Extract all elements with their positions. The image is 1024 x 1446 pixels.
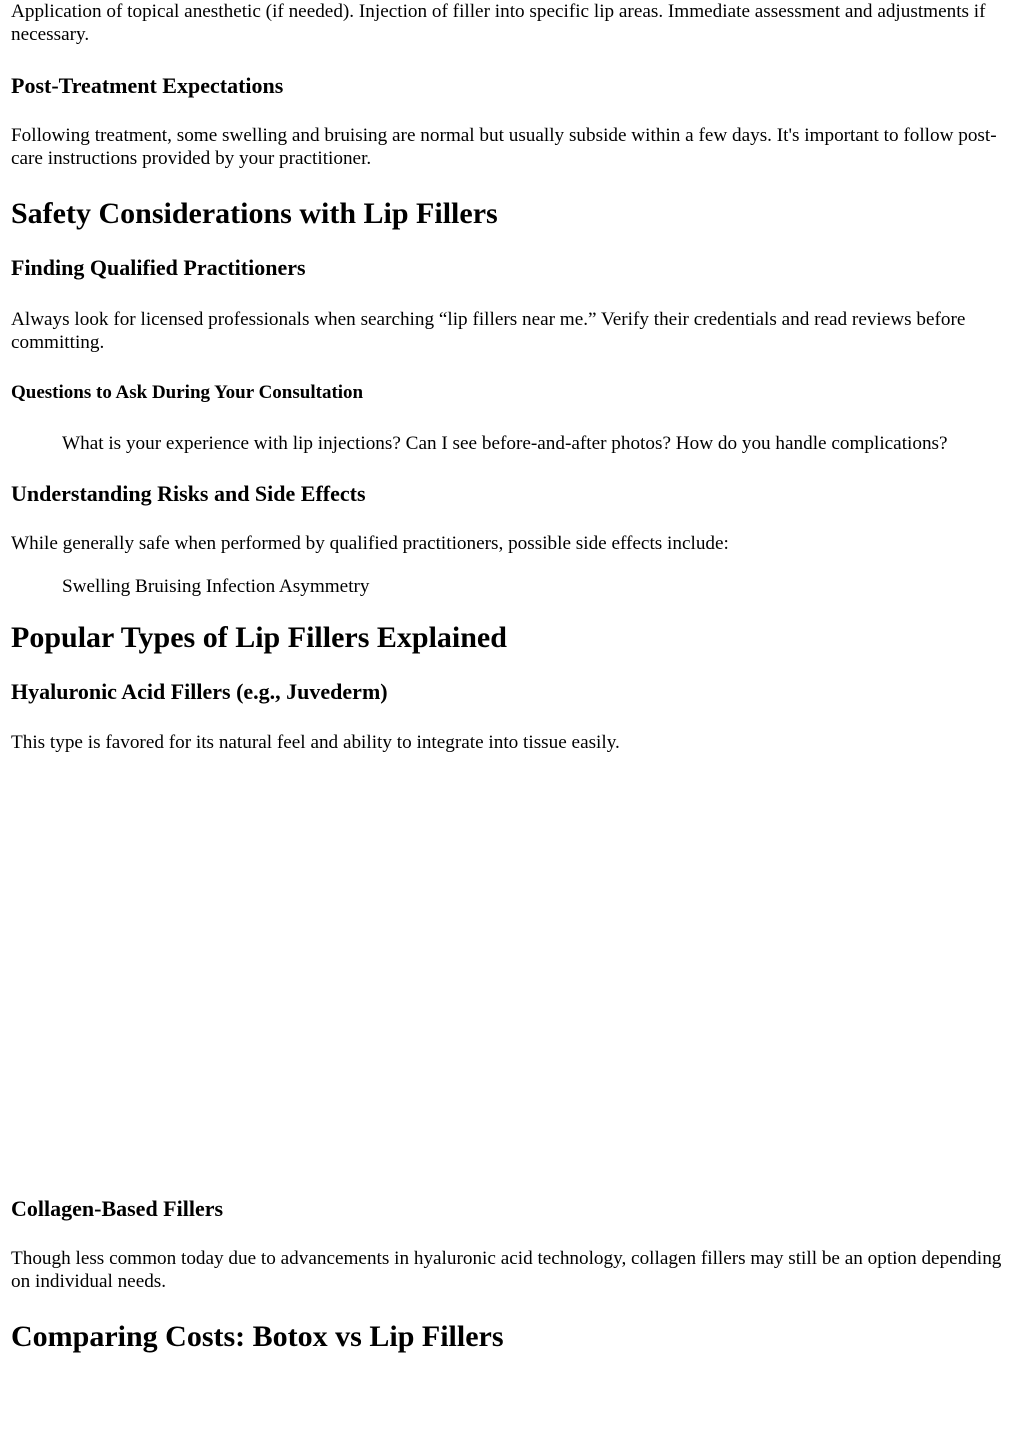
intro-paragraph: Application of topical anesthetic (if needed). Injection of filler into specific lip areas. Immediate assessment and adjustments if necessary. [11, 1, 986, 45]
collagen-heading: Collagen-Based Fillers [11, 1196, 224, 1221]
consultation-questions-heading: Questions to Ask During Your Consultation [11, 382, 364, 403]
risks-heading: Understanding Risks and Side Effects [11, 481, 366, 506]
blank-image-area [11, 754, 1014, 1195]
collagen-paragraph: Though less common today due to advancements in hyaluronic acid technology, collagen fillers may still be an option depending on individual needs. [11, 1248, 1002, 1292]
finding-practitioners-paragraph: Always look for licensed professionals when searching “lip fillers near me.” Verify their credentials and read reviews before committing. [11, 309, 966, 353]
side-effects-list: Swelling Bruising Infection Asymmetry [62, 576, 370, 597]
post-treatment-paragraph: Following treatment, some swelling and bruising are normal but usually subside within a few days. It's important to follow post-care instructions provided by your practitioner. [11, 125, 997, 169]
hyaluronic-heading: Hyaluronic Acid Fillers (e.g., Juvederm) [11, 679, 388, 704]
comparing-costs-heading: Comparing Costs: Botox vs Lip Fillers [11, 1320, 504, 1353]
safety-heading: Safety Considerations with Lip Fillers [11, 197, 498, 230]
hyaluronic-paragraph: This type is favored for its natural feel and ability to integrate into tissue easily. [11, 732, 620, 753]
consultation-questions-list: What is your experience with lip injections? Can I see before-and-after photos? How do you handle complications? [62, 433, 948, 454]
finding-practitioners-heading: Finding Qualified Practitioners [11, 255, 306, 280]
popular-types-heading: Popular Types of Lip Fillers Explained [11, 621, 507, 654]
post-treatment-heading: Post-Treatment Expectations [11, 73, 284, 98]
risks-paragraph: While generally safe when performed by qualified practitioners, possible side effects include: [11, 533, 729, 554]
